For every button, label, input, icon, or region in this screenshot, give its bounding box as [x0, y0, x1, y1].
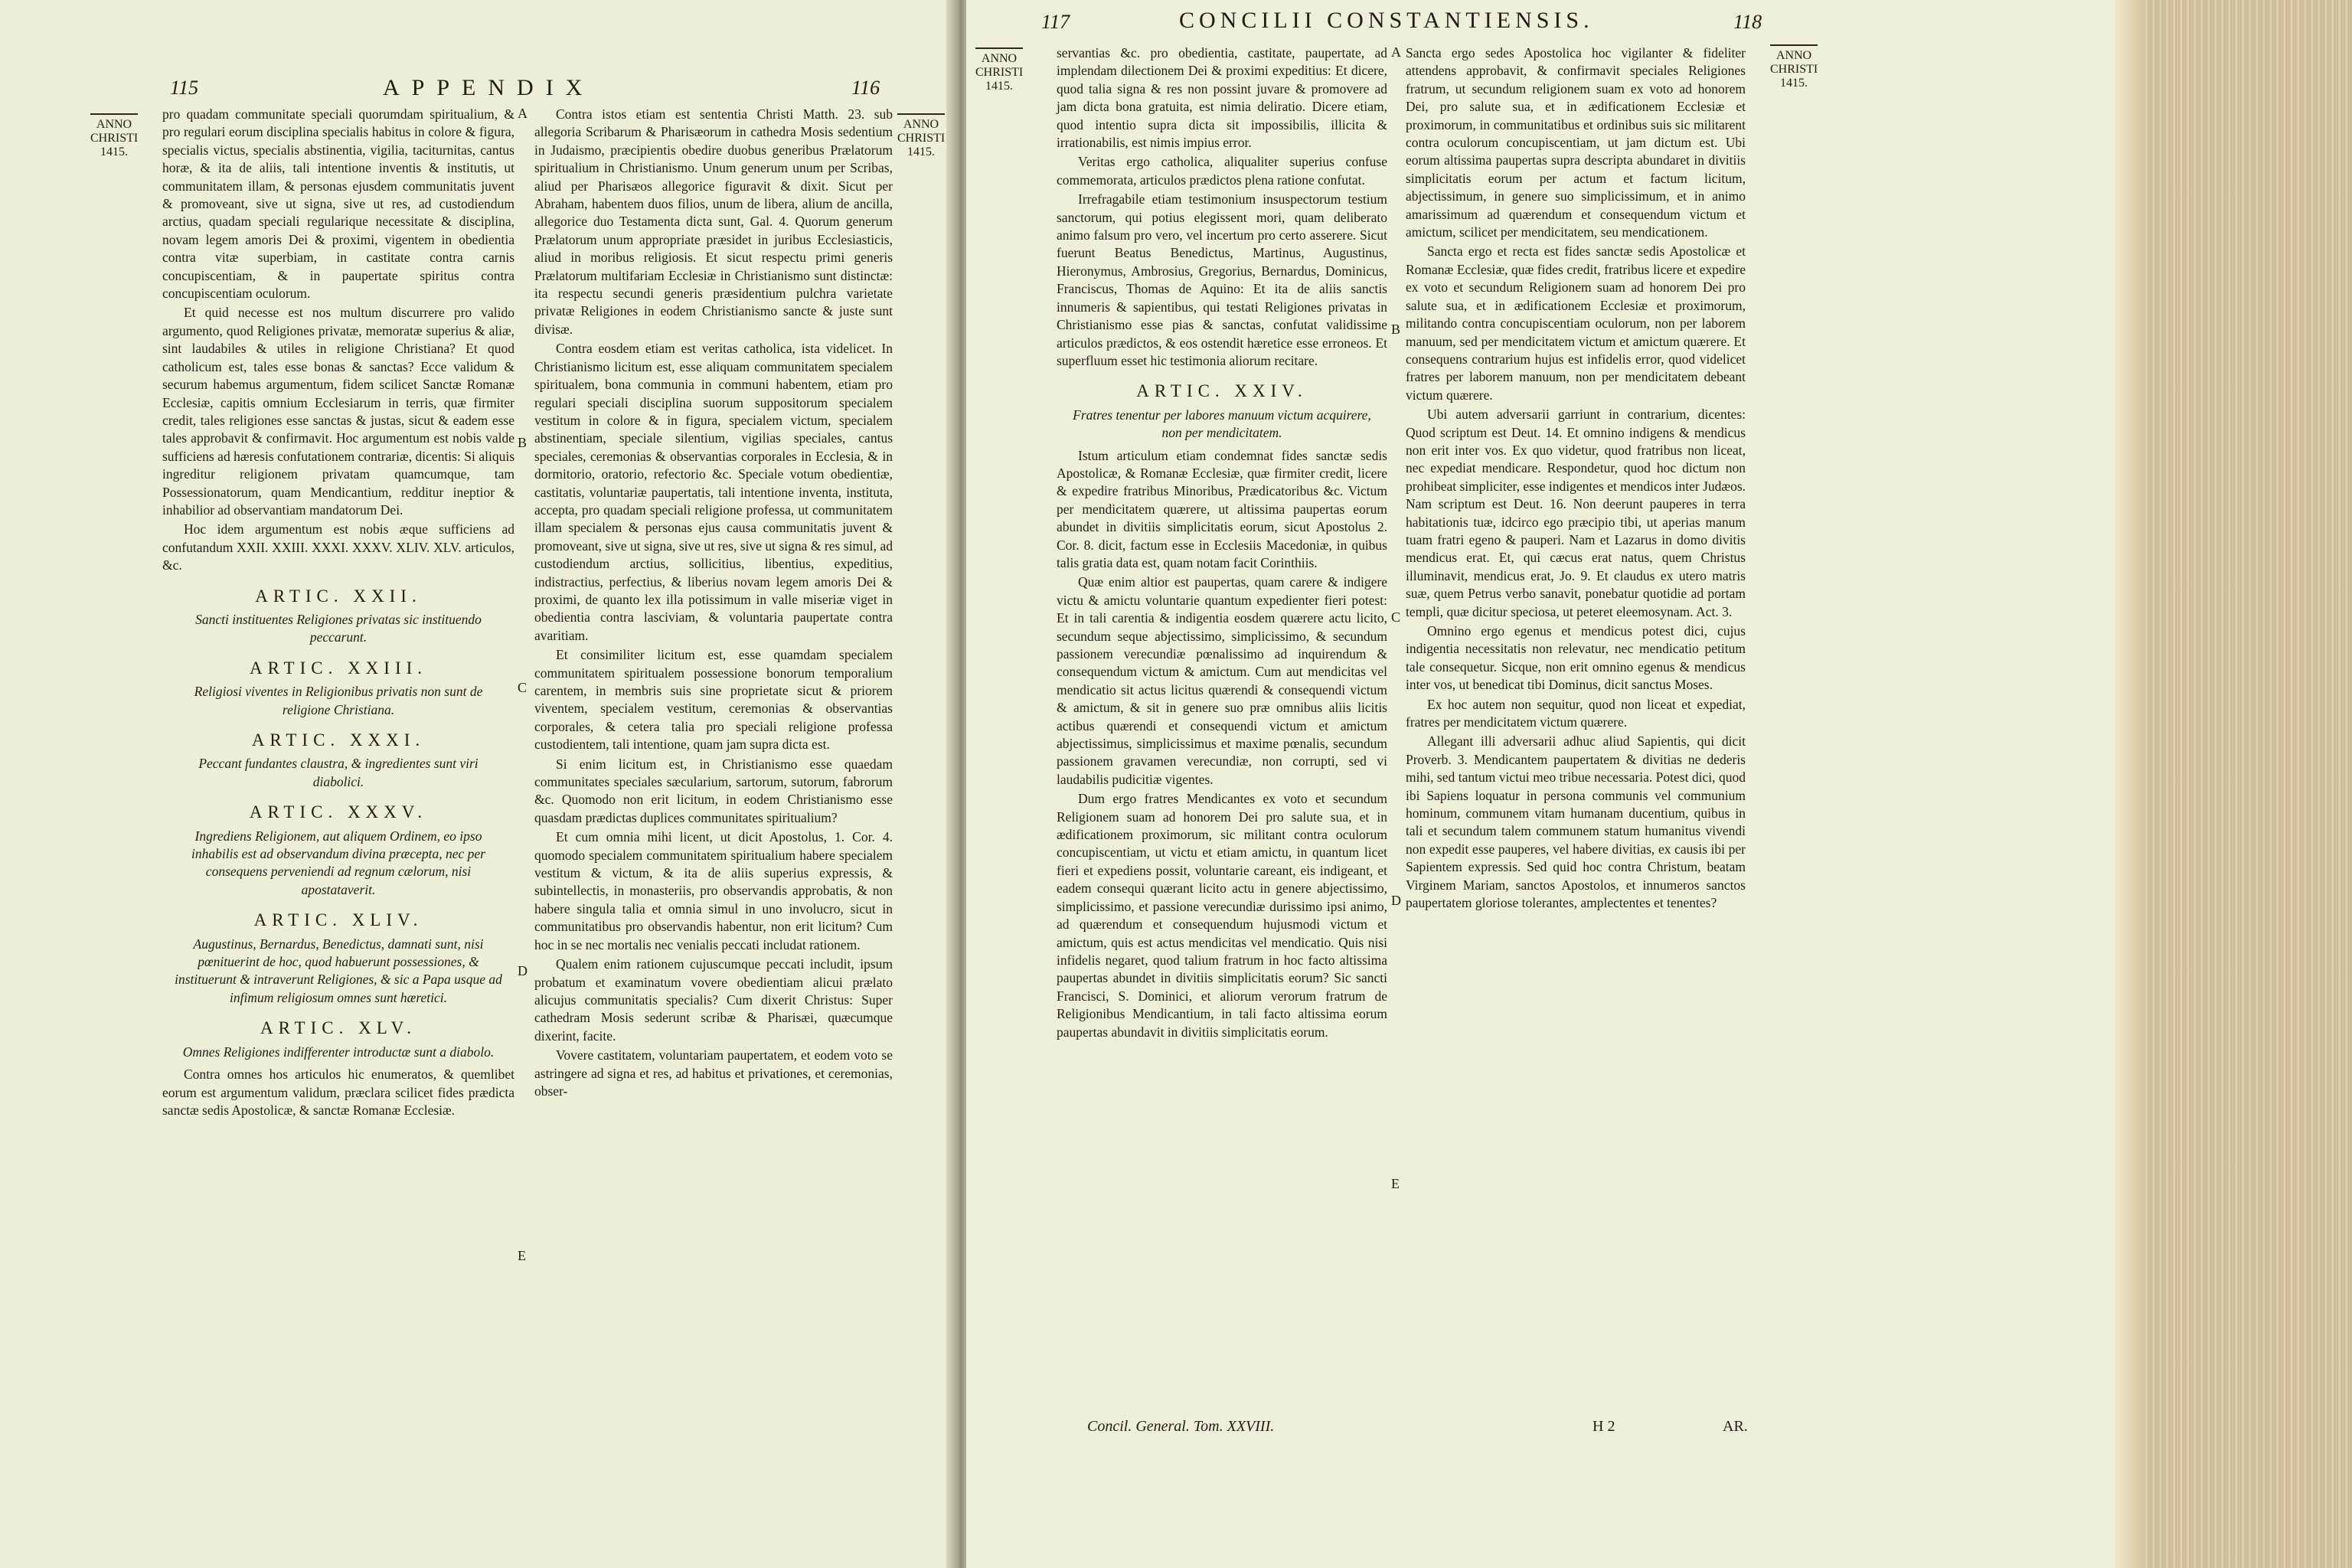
margin-year-note-left — [90, 113, 138, 159]
paragraph: Et quid necesse est nos multum discurrere pro valido argumento, quod Religiones privatæ, memoratæ superius & aliæ, sint laudabiles & utiles in religione Christiana? Et quod catholicum est, tales esse bonas & sanctas? Ecce validum & securum habemus argumentum, fidem scilicet Sanctæ Romanæ Ecclesiæ, capitis omnium Ecclesiarum in terris, quæ firmiter credit, tales religiones esse sanctas & justas, sicut & eadem esse tales approbavit & confirmavit. Hoc argumentum est nobis valde sufficiens ad hæresis confutationem contrariæ, dicentis: Si aliquis ingreditur religionem privatam quamcumque, tam Possessionatorum, quam Mendicantium, redditur ineptior & inhabilior ad observantiam mandatorum Dei. — [162, 305, 514, 518]
section-letter: D — [518, 963, 528, 978]
paragraph: Si enim licitum est, in Christianismo esse quaedam communitates speciales sæcularium, sartorum, sutorum, fabrorum &c. Quomodo non erit licitum, in eodem Christianismo esse quasdam prædictas duplices communitates spiritualium? — [534, 756, 893, 825]
paragraph: Et cum omnia mihi licent, ut dicit Apostolus, 1. Cor. 4. quomodo specialem communitatem spiritualium habere specialem vestitum & victum, & ita de aliis superius expressis, & subintellectis, in monasteriis, pro observandis approbatis, & non habere singula talia et omnia simul in uno involucro, sicut in communitatibus pro observandis habentur, non erit licitum? Cum hoc in se nec mortalis nec venialis peccati includat rationem. — [534, 829, 893, 952]
margin-note-line: ANNO — [903, 118, 939, 131]
section-letter: E — [1391, 1176, 1400, 1191]
paragraph: Quæ enim altior est paupertas, quam carere & indigere victu & amictu voluntarie quantum expedienter fieri potest: Et in tali carentia & indigentia eosdem quærere actu licito, secundum seque abjectissimo, simplicissimo, & secundum passionem verecundiæ pœnalissimo ad inquirendum & consequendum victum & amictum. Cum aut mendicitas vel mendicatio sit actus licitus quærendi & consequendi victum & amictum, & sit in genere suo præ omnibus aliis licitis actibus quærendi et consequendi victum et amictum abjectissimus, simplicissimus et maxime pœnalis, secundum passionem gravamen verecundiæ, non corrupti, sed vi laudabilis pudicitiæ vigentes. — [1057, 574, 1387, 787]
paragraph: Vovere castitatem, voluntariam paupertatem, et eodem voto se astringere ad signa et res, ad habitus et privationes, et ceremonias, obser- — [534, 1047, 893, 1099]
page-edges — [2115, 0, 2352, 1568]
margin-year-note-right — [1770, 44, 1818, 90]
article-title: Omnes Religiones indifferenter introductæ sunt a diabolo. — [182, 1044, 495, 1060]
paragraph: Qualem enim rationem cujuscumque peccati includit, ipsum probatum et examinatum vovere obedientiam alicui prælato alicujus communitatis specialis? Cum dixerit Christus: Super cathedram Mosis sederunt scribæ & Pharisæi, quæcumque dixerint, facite. — [534, 956, 893, 1044]
left-column-1 — [162, 106, 514, 1119]
signature-mark: H 2 — [1592, 1418, 1615, 1435]
margin-note-line: CHRISTI — [975, 66, 1024, 79]
margin-note-line: 1415. — [100, 145, 128, 158]
paragraph: Contra omnes hos articulos hic enumeratos, & quemlibet eorum est argumentum validum, præclara scilicet fides prædicta sanctæ sedis Apostolicæ, & sanctæ Romanæ Ecclesiæ. — [162, 1067, 514, 1118]
article-heading: ARTIC. XXIII. — [249, 658, 428, 678]
folio-left-115: 115 — [170, 77, 199, 99]
article-heading: ARTIC. XLV. — [260, 1018, 417, 1038]
footer-volume: Concil. General. Tom. XXVIII. — [1087, 1418, 1275, 1435]
margin-note-line: ANNO — [96, 118, 132, 131]
section-letter: D — [1391, 893, 1401, 908]
margin-note-line: CHRISTI — [90, 132, 139, 145]
section-letter: E — [518, 1248, 526, 1263]
margin-note-line: 1415. — [1780, 77, 1808, 90]
folio-right-117: 117 — [1041, 11, 1070, 33]
article-title: Augustinus, Bernardus, Benedictus, damnati sunt, nisi pœnituerint de hoc, quod habuerunt possessiones, & instituerunt & intraverunt Religiones, & sic a Papa usque ad infimum religiosum omnes sunt hæretici. — [175, 936, 502, 1005]
catchword: AR. — [1723, 1418, 1748, 1435]
article-heading: ARTIC. XXIV. — [1136, 381, 1308, 401]
section-letter: C — [1391, 609, 1401, 625]
margin-note-line: ANNO — [981, 52, 1018, 65]
section-letter: B — [518, 435, 528, 450]
article-title: Sancti instituentes Religiones privatas sic instituendo peccarunt. — [195, 611, 482, 645]
margin-year-note-left — [975, 47, 1023, 93]
paragraph: servantias &c. pro obedientia, castitate, paupertate, ad implendam dilectionem Dei & proximi expeditius: Et dicere, quod talia signa & res non possint juvare & promovere ad jam dicta bona gratuita, est nimia deliratio. Dicere etiam, quod intentio supra dicta sit impossibilis, illicita & irrationabilis, est nimis impius error. — [1057, 45, 1387, 151]
paragraph: Contra eosdem etiam est veritas catholica, ista videlicet. In Christianismo licitum est, esse aliquam communitatem specialem spiritualem, bona communia in communi habentem, etiam pro regulari speciali disciplina suorum suppositorum specialem vestitum in colore & in figura, specialem victum, specialem abstinentiam, speciale silentium, vigilias speciales, cantus speciales, ceremonias & observantias corporales in Ecclesia, & in dormitorio, oratorio, refectorio &c. Speciale votum obedientiæ, castitatis, voluntariæ paupertatis, tali intentione inventa, instituta, accepta, pro quadam speciali religione professa, ut communitatem illam specialem & personas ejus causa communitatis juvent & promoveant, sive ut signa, sive ut res, sive ut signa & res simul, ad custodiendum arctius, sollicitius, libentius, expeditius, indistractius, perfectius, & liberius novam legem amoris Dei & proximi, de quanto lex illa potissimum in valle miseriæ viget in obedientia contra lasciviam, & voluntaria paupertate contra avaritiam. — [534, 341, 893, 643]
right-column-2 — [1406, 44, 1746, 913]
right-page — [966, 0, 2115, 1568]
margin-note-line: ANNO — [1775, 49, 1812, 62]
margin-note-line: 1415. — [985, 80, 1013, 93]
article-heading: ARTIC. XXXV. — [249, 802, 428, 822]
section-letter: A — [1391, 44, 1401, 60]
paragraph: Sancta ergo sedes Apostolica hoc vigilanter & fideliter attendens approbavit, & confirmavit speciales Religiones fratrum, ut secundum religionem suam ex voto ad honorem Dei, pro salute sua, et in ædificationem Ecclesiæ et proximorum, in communitatibus et ordinibus suis sic militarent contra oculorum concupiscentiam, ut jam dictum est. Ubi eorum altissima paupertas supra descripta abundaret in divitiis simplicitatis eorum per actum et factum licitum, abjectissimum, in genere suo simplicissimum, et in animo amarissimum ad quærendum et consequendum victum et amictum, scilicet per mendicitatem, seu mendicationem. — [1406, 45, 1746, 240]
paragraph: Ubi autem adversarii garriunt in contrarium, dicentes: Quod scriptum est Deut. 14. Et omnino indigens & mendicus non erit inter vos. Ex quo videtur, quod fratribus non liceat, nec expediat mendicare. Respondetur, quod hoc dictum non prohibeat simpliciter, esse indigentes et mendicos inter Judæos. Nam scriptum est Deut. 16. Non deerunt pauperes in terra habitationis tuæ, idcirco ego præcipio tibi, ut aperias manum tuam fratri egeno & pauperi. Nam et Lazarus in domo divitis mendicus erat. Et, qui cæcus erat natus, quem Christus illuminavit, mendicus erat, Jo. 9. Et claudus ex utero matris suæ, quem Petrus verbo sanavit, ponebatur quotidie ad portam templi, quæ dicitur speciosa, ut peteret eleemosynam. Act. 3. — [1406, 407, 1746, 619]
folio-right-118: 118 — [1733, 11, 1762, 33]
paragraph: Omnino ergo egenus et mendicus potest dici, cujus indigentia necessitatis non relevatur, nec mendicatio petitum tale consequetur. Sicque, non erit omnino egenus & mendicus inter vos, ut benedicat tibi Dominus, dicit sanctus Moses. — [1406, 623, 1746, 693]
right-column-1 — [1057, 44, 1387, 1041]
margin-note-line: 1415. — [907, 145, 935, 158]
running-head-concilii: CONCILII CONSTANTIENSIS. — [1179, 8, 1594, 33]
article-heading: ARTIC. XLIV. — [253, 910, 423, 930]
paragraph: Allegant illi adversarii adhuc aliud Sapientis, qui dicit Proverb. 3. Mendicantem paupertatem & divitias ne dederis mihi, sed tantum victui meo tribue necessaria. Potest dici, quod ibi Sapiens loquatur in persona communis vel communium hominum, communem vitam humanam ducentium, quibus in tali et secundum talem communem statum humanitus vivendi non expedit esse pauperes, vel habere divitias, ex causis ibi per Sapientem expressis. Sed quid hoc contra Christum, beatam Virginem Mariam, sanctos Apostolos, et innumeros sanctos paupertatem gloriose tolerantes, amplectentes et tenentes? — [1406, 733, 1746, 911]
paragraph: Hoc idem argumentum est nobis æque sufficiens ad confutandum XXII. XXIII. XXXI. XXXV. XLIV. XLV. articulos, &c. — [162, 521, 514, 573]
paragraph: pro quadam communitate speciali quorumdam spiritualium, & pro regulari eorum disciplina specialis habitus in colore & figura, specialis victus, specialis abstinentia, vigilia, taciturnitas, cantus horæ, & ita de aliis, tali intentione inventis & institutis, ut communitatem illam, & personas ejusdem communitatis juvent & promoveant, sive ut signa, sive ut res, ad custodiendum arctius, quadam speciali regularique necessitate & disciplina, novam legem amoris Dei & proximi, vigentem in obedientia contra vitæ superbiam, in castitate contra carnis concupiscentiam, & in paupertate spiritus contra concupiscentiam oculorum. — [162, 106, 514, 302]
paragraph: Istum articulum etiam condemnat fides sanctæ sedis Apostolicæ, & Romanæ Ecclesiæ, quæ firmiter credit, licere & expedire fratribus Minoribus, Prædicatoribus &c. Victum per mendicitatem quærere, ut altissima paupertas eorum abundet in divitiis simplicitatis eorum, sicut Apostolus 2. Cor. 8. dicit, factum esse in Ecclesiis Macedoniæ, in quibus talis gratia data est, quam notam facit Corinthiis. — [1057, 447, 1387, 570]
margin-year-note-right — [897, 113, 945, 159]
section-letter: B — [1391, 322, 1401, 337]
paragraph: Et consimiliter licitum est, esse quamdam specialem communitatem spiritualem possessione bonorum temporalium carentem, in membris suis sine proprietate sicut & priorem viventem, specialem vestitum, ceremonias & observantias corporales, & cetera talia pro speciali religione professa custodientem, tali intentione, quam jam supra dicta est. — [534, 647, 893, 753]
paragraph: Veritas ergo catholica, aliqualiter superius confuse commemorata, articulos prædictos plena ratione confutat. — [1057, 154, 1387, 188]
paragraph: Contra istos etiam est sententia Christi Matth. 23. sub allegoria Scribarum & Pharisæorum in cathedra Mosis sedentium in Judaismo, præcipientis obedire duobus generibus Prælatorum spiritualium in Christianismo. Unum generum unum per Scribas, aliud per Pharisæos allegorice figuravit & dixit. Sicut per Abraham, habentem duos filios, unum de libera, alium de ancilla, allegorice duo Testamenta dicta sunt, Gal. 4. Quorum generum Prælatorum unum appropriate præsidet in juribus Ecclesiasticis, aliud in moribus religiosis. Et sicut respectu primi generis Prælatorum multifariam Ecclesiæ in Christianismo sunt distinctæ: ita respectu secundi generis præsidentium pulchra varietate privatæ Religiones in eodem Christianismo sancte & juste sunt divisæ. — [534, 106, 893, 337]
left-column-2 — [534, 106, 893, 1100]
paragraph: Ex hoc autem non sequitur, quod non liceat et expediat, fratres per mendicitatem victum quærere. — [1406, 696, 1746, 730]
section-letter: A — [518, 106, 528, 121]
margin-note-line: CHRISTI — [897, 132, 946, 145]
folio-left-116: 116 — [851, 77, 880, 99]
left-page — [0, 0, 949, 1568]
article-title: Peccant fundantes claustra, & ingredientes sunt viri diabolici. — [198, 756, 479, 789]
section-letter: C — [518, 680, 528, 695]
article-heading: ARTIC. XXXI. — [251, 730, 426, 750]
article-title: Ingrediens Religionem, aut aliquem Ordinem, eo ipso inhabilis est ad observandum divina præcepta, nec per consequens perveniendi ad regnum cælorum, nisi apostataverit. — [191, 828, 485, 897]
running-head-appendix: APPENDIX — [383, 75, 595, 100]
article-title: Fratres tenentur per labores manuum victum acquirere, non per mendicitatem. — [1073, 407, 1371, 441]
paragraph: Irrefragabile etiam testimonium insuspectorum testium sanctorum, qui potius elegissent mori, quam deliberato animo falsum pro vero, vel incertum pro certo asserere. Sicut fuerunt Beatus Benedictus, Martinus, Augustinus, Hieronymus, Ambrosius, Gregorius, Bernardus, Dominicus, Franciscus, Thomas de Aquino: Et ita de aliis sanctis innumeris & sapientibus, qui testati Religiones privatas in Christianismo esse pias & sanctas, confutat validissime articulos prædictos, & eos ostendit hæretice esse erroneos. Et superfluum esset hic testimonia aliorum recitare. — [1057, 191, 1387, 368]
article-title: Religiosi viventes in Religionibus privatis non sunt de religione Christiana. — [194, 684, 483, 717]
paragraph: Dum ergo fratres Mendicantes ex voto et secundum Religionem suam ad honorem Dei pro salute sua, et in ædificationem proximorum, sic militant contra oculorum concupiscentiam, ut victu et etiam amictu, in quantum licet fieri et expediens possit, voluntarie careant, eis indigeant, et eadem consequi quærant licito actu in genere abjectissimo, simplicissimo, et passione verecundiæ durissimo ipsi animo, ad quærendum et consequendum hujusmodi victum et amictum, quis est actus mendicitas vel mendicatio. Quis nisi infidelis negaret, quod talium fratrum in hoc facto altissima paupertas abundet in divitiis simplicitatis eorum? Sic sancti Francisci, S. Dominici, et aliorum verorum fratrum de Religionibus Mendicantium, in tali facto altissima eorum paupertas abundavit in divitiis simplicitatis eorum. — [1057, 791, 1387, 1040]
paragraph: Sancta ergo et recta est fides sanctæ sedis Apostolicæ et Romanæ Ecclesiæ, quæ fides credit, fratribus licere et expedire ex voto et secundum Religionem suam ad honorem Dei pro salute sua, et in ædificationem Ecclesiæ et proximorum, militando contra concupiscentiam oculorum, non per laborem manuum, sed per mendicitatem victum et amictum quærere. Et consequens contrarium hujus est infidelis error, quod videlicet fratres per laborem manuum, non per mendicitatem debeant victum quærere. — [1406, 243, 1746, 403]
article-heading: ARTIC. XXII. — [255, 586, 422, 606]
margin-note-line: CHRISTI — [1770, 63, 1818, 76]
